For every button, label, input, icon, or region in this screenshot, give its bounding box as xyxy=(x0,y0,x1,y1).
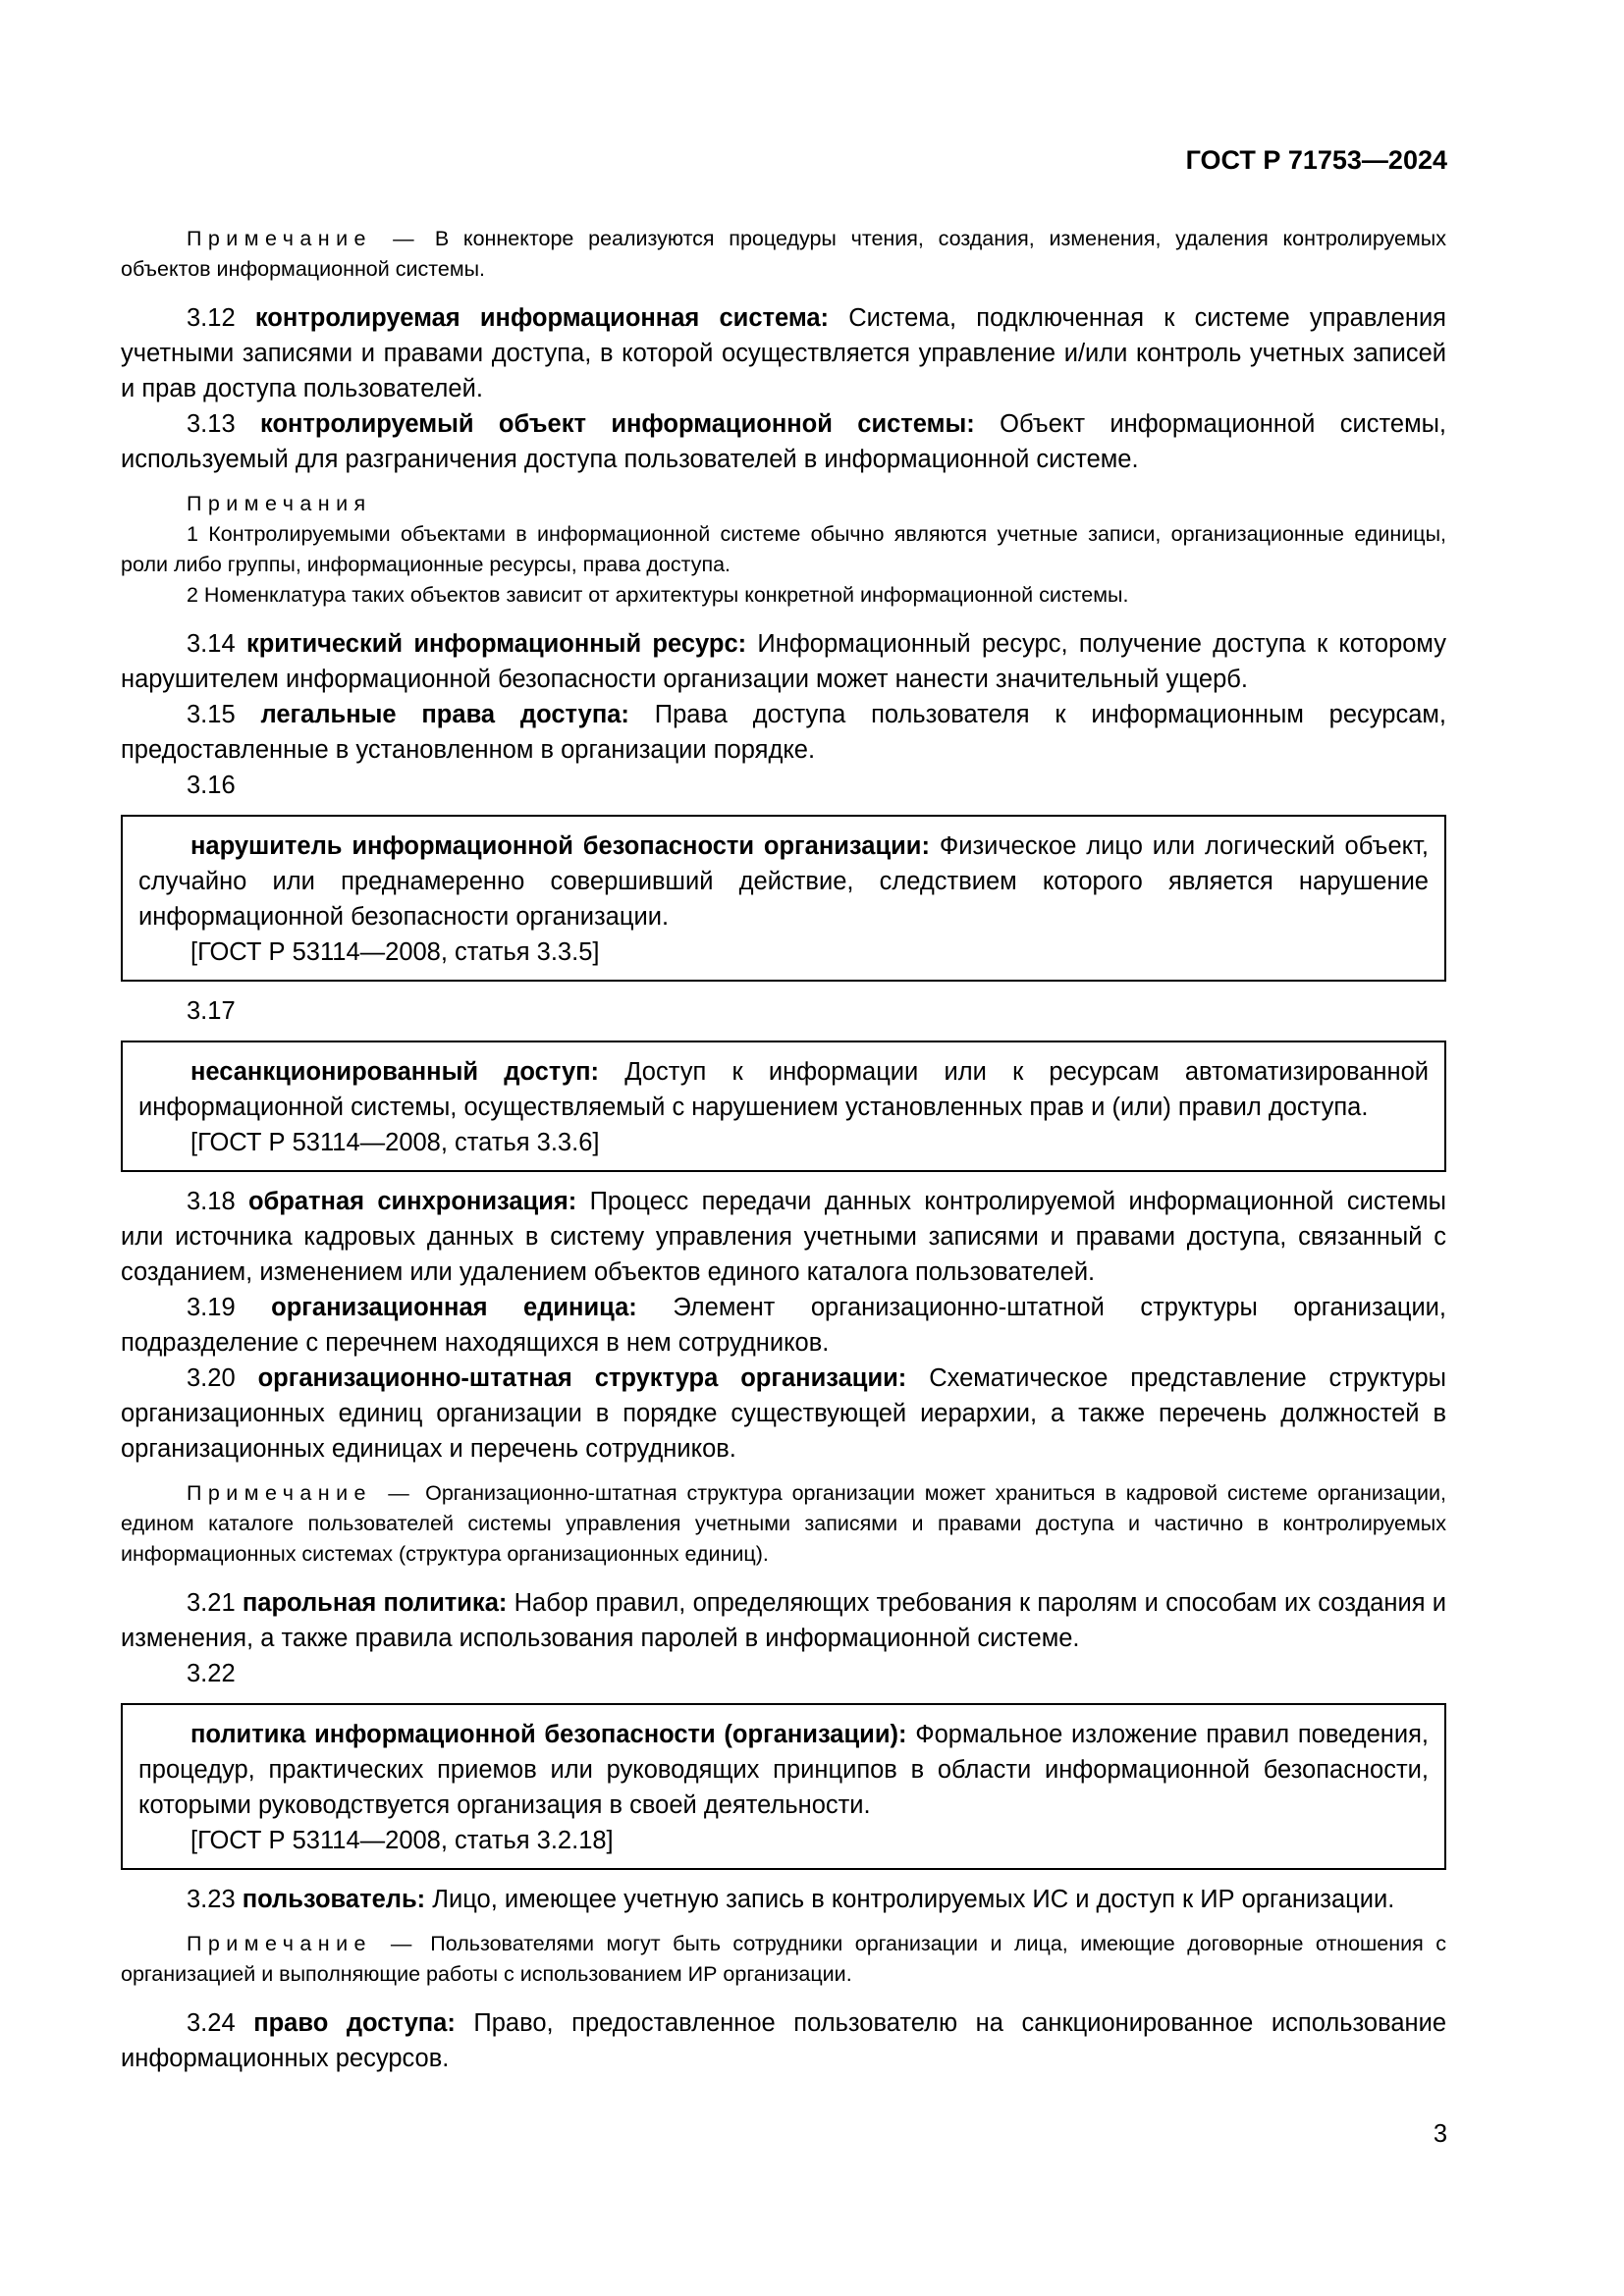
term-definition-3-21 xyxy=(121,1585,1446,1656)
term-number: 3.19 xyxy=(187,1294,272,1321)
source-reference: [ГОСТ Р 53114—2008, статья 3.3.5] xyxy=(190,938,600,966)
quoted-definition-box-3-17 xyxy=(121,1041,1446,1172)
term-text: Права доступа пользователя к информационным ресурсам, предоставленные в установленном в организации порядке. xyxy=(121,701,1446,764)
term-name: критический информационный ресурс: xyxy=(245,630,747,658)
term-definition-3-18 xyxy=(121,1184,1446,1290)
term-number: 3.24 xyxy=(187,2009,254,2037)
term-number: 3.21 xyxy=(187,1589,243,1617)
term-text: Элемент организационно-штатной структуры организации, подразделение с перечнем находящихся в нем сотрудников. xyxy=(121,1294,1447,1357)
quoted-definition-box-3-22 xyxy=(121,1703,1446,1870)
boxed-definition xyxy=(138,1717,1429,1823)
term-text: Право, предоставленное пользователю на санкционированное использование информационных ресурсов. xyxy=(121,2009,1447,2072)
term-text: Формальное изложение правил поведения, процедур, практических приемов или руководящих принципов в области информационной безопасности, которыми руководствуется организация в своей деятельности. xyxy=(138,1721,1429,1819)
term-name: организационная единица: xyxy=(271,1294,637,1321)
term-text: Схематическое представление структуры организационных единиц организации в порядке существующей иерархии, а также перечень должностей в организационных единицах и перечень сотрудников. xyxy=(121,1364,1447,1463)
quoted-definition-box-3-16 xyxy=(121,815,1446,982)
term-text: Физическое лицо или логический объект, случайно или преднамеренно совершивший действие, следствием которого является нарушение информационной безопасности организации. xyxy=(138,832,1430,931)
note-text: В коннекторе реализуются процедуры чтения, создания, изменения, удаления контролируемых объектов информационной системы. xyxy=(121,227,1446,281)
term-number: 3.18 xyxy=(187,1188,248,1215)
term-text: Объект информационной системы, используемый для разграничения доступа пользователей в информационной системе. xyxy=(121,410,1447,473)
term-number: 3.23 xyxy=(187,1886,243,1913)
note-text: Организационно-штатная структура организации может храниться в кадровой системе организации, едином каталоге пользователей системы управления учетными записями и правами доступа и частично в контролируемых информационных системах (структура организационных единиц). xyxy=(121,1481,1446,1566)
term-definition-3-20 xyxy=(121,1361,1446,1467)
term-definition-3-24 xyxy=(121,2005,1446,2076)
page-number: 3 xyxy=(1433,2120,1447,2148)
term-name: несанкционированный доступ: xyxy=(190,1058,600,1086)
note-paragraph xyxy=(121,224,1446,285)
term-number: 3.12 xyxy=(187,304,255,332)
term-text: Информационный ресурс, получение доступа к которому нарушителем информационной безопасности организации может нанести значительный ущерб. xyxy=(121,630,1447,693)
term-number-3-17: 3.17 xyxy=(187,997,236,1025)
term-number: 3.15 xyxy=(187,701,261,728)
term-text: Система, подключенная к системе управления учетными записями и правами доступа, в которой осуществляется управление и/или контроль учетных записей и прав доступа пользователей. xyxy=(121,304,1446,402)
term-name: контролируемый объект информационной системы: xyxy=(260,410,975,438)
note-item-2: 2 Номенклатура таких объектов зависит от архитектуры конкретной информационной системы. xyxy=(187,583,1129,607)
term-definition-3-23 xyxy=(121,1882,1446,1917)
note-paragraph xyxy=(121,1478,1446,1570)
term-text: Доступ к информации или к ресурсам автоматизированной информационной системы, осуществляемый с нарушением установленных прав и (или) правил доступа. xyxy=(138,1058,1430,1121)
term-name: контролируемая информационная система: xyxy=(254,304,830,332)
term-definition-3-14 xyxy=(121,626,1446,697)
term-name: нарушитель информационной безопасности организации: xyxy=(190,832,930,860)
notes-heading xyxy=(121,489,1446,519)
term-text: Лицо, имеющее учетную запись в контролируемых ИС и доступ к ИР организации. xyxy=(425,1886,1395,1913)
note-label: Примечание — xyxy=(187,1932,418,1955)
term-definition-3-13 xyxy=(121,406,1446,477)
term-definition-3-19 xyxy=(121,1290,1446,1361)
boxed-definition xyxy=(138,1054,1429,1125)
term-name: легальные права доступа: xyxy=(260,701,629,728)
note-paragraph xyxy=(121,1929,1446,1990)
document-body xyxy=(121,224,1446,2076)
source-reference: [ГОСТ Р 53114—2008, статья 3.3.6] xyxy=(190,1129,600,1156)
boxed-definition xyxy=(138,828,1429,934)
term-text: Набор правил, определяющих требования к паролям и способам их создания и изменения, а также правила использования паролей в информационной системе. xyxy=(121,1589,1446,1652)
term-number: 3.14 xyxy=(187,630,246,658)
note-item-1: 1 Контролируемыми объектами в информационной системе обычно являются учетные записи, организационные единицы, роли либо группы, информационные ресурсы, права доступа. xyxy=(121,522,1446,576)
term-name: парольная политика: xyxy=(242,1589,508,1617)
term-number: 3.20 xyxy=(187,1364,258,1392)
term-name: право доступа: xyxy=(253,2009,456,2037)
term-number: 3.13 xyxy=(187,410,261,438)
term-text: Процесс передачи данных контролируемой информационной системы или источника кадровых данных в систему управления учетными записями и правами доступа, связанный с созданием, изменением или удалением объектов единого каталога пользователей. xyxy=(121,1188,1447,1286)
term-name: политика информационной безопасности (организации): xyxy=(190,1721,907,1748)
term-number-3-22: 3.22 xyxy=(187,1660,236,1687)
notes-label: Примечания xyxy=(187,492,372,515)
document-code: ГОСТ Р 71753—2024 xyxy=(1185,145,1447,175)
note-label: Примечание — xyxy=(187,1481,416,1505)
note-label: Примечание — xyxy=(187,227,421,250)
term-number-3-16: 3.16 xyxy=(187,772,236,799)
term-name: организационно-штатная структура организации: xyxy=(257,1364,907,1392)
term-definition-3-15 xyxy=(121,697,1446,768)
term-name: обратная синхронизация: xyxy=(247,1188,577,1215)
source-reference: [ГОСТ Р 53114—2008, статья 3.2.18] xyxy=(190,1827,614,1854)
note-text: Пользователями могут быть сотрудники организации и лица, имеющие договорные отношения с организацией и выполняющие работы с использованием ИР организации. xyxy=(121,1932,1446,1986)
term-name: пользователь: xyxy=(242,1886,426,1913)
term-definition-3-12 xyxy=(121,300,1446,406)
